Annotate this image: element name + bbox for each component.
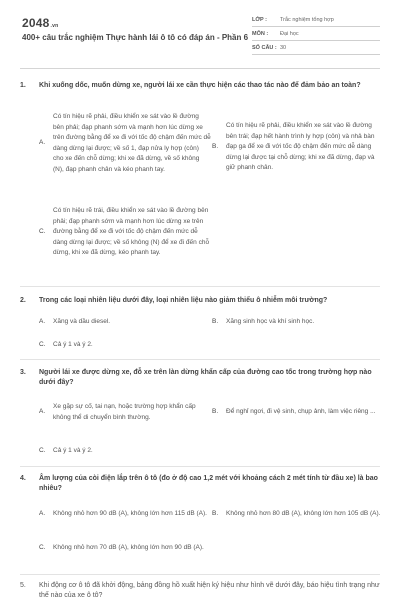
question-2 [20, 296, 382, 306]
question-header [20, 474, 382, 494]
answer-letter: B. [212, 318, 219, 325]
question-1 [20, 81, 382, 91]
logo-suffix: .vn [50, 23, 59, 29]
question-header [20, 296, 382, 306]
question-number: 5. [20, 582, 26, 589]
question-4 [20, 474, 382, 494]
answer-letter: A. [39, 139, 46, 147]
answer-text: Có tín hiệu rẽ phải, điều khiển xe sát vào lề đường bên trái; đạp hết hành trình ly hợp (côn) và nhả bàn đạp ga để xe đi với tốc độ chậm đến mức dễ dàng dừng lại được tại chỗ dừng; khi xe đã dừng, đạp và giữ phanh chân. [226, 122, 375, 171]
logo-text: 2048 [22, 16, 50, 30]
answer-option[interactable] [39, 340, 211, 351]
question-divider [20, 359, 380, 360]
info-value: 30 [280, 44, 287, 51]
question-number: 3. [20, 369, 26, 376]
question-number: 1. [20, 82, 26, 89]
site-logo[interactable] [22, 16, 58, 30]
answer-text: Xăng và dầu diesel. [53, 318, 111, 325]
answer-text: Có tín hiệu rẽ phải, điều khiển xe sát vào lề đường bên phải; đạp phanh sớm và mạnh hơn lúc dừng xe trên đường bằng để xe đi với tốc độ chậm đến mức dễ dàng dừng lại được; về số 1, đạp nửa ly hợp (côn) cho xe đến chỗ dừng; khi xe đã dừng, về số không (N), đạp phanh chân và kéo phanh tay. [53, 113, 211, 173]
question-divider [20, 574, 380, 575]
question-text: Người lái xe được dừng xe, đỗ xe trên làn dừng khẩn cấp của đường cao tốc trong trường hợp nào dưới đây? [39, 369, 372, 386]
answer-text: Không nhỏ hơn 80 dB (A), không lớn hơn 105 dB (A). [226, 510, 381, 517]
question-number: 2. [20, 297, 26, 304]
page-header [0, 0, 400, 70]
answer-text: Xăng sinh học và khí sinh học. [226, 318, 315, 325]
answer-letter: C. [39, 447, 46, 454]
answer-option[interactable] [212, 509, 382, 520]
answer-option[interactable] [39, 317, 211, 328]
question-text: Khi xuống dốc, muốn dừng xe, người lái xe cần thực hiện các thao tác nào để đảm bảo an toàn? [39, 82, 361, 89]
answer-option[interactable] [212, 121, 382, 174]
question-text: Trong các loại nhiên liệu dưới đây, loại nhiên liệu nào giảm thiểu ô nhiễm môi trường? [39, 297, 328, 304]
info-row-subject [252, 27, 380, 41]
info-value: Trắc nghiệm tổng hợp [280, 16, 334, 23]
answer-letter: C. [39, 544, 46, 551]
question-header [20, 368, 382, 388]
answer-text: Xe gặp sự cố, tai nạn, hoặc trường hợp khẩn cấp không thể di chuyển bình thường. [53, 403, 196, 421]
answer-text: Để nghỉ ngơi, đi vệ sinh, chụp ảnh, làm việc riêng ... [226, 408, 376, 415]
answer-option[interactable] [39, 543, 211, 554]
answer-text: Cả ý 1 và ý 2. [53, 341, 93, 348]
answer-letter: A. [39, 318, 46, 325]
answer-letter: A. [39, 510, 46, 517]
header-divider [20, 68, 380, 69]
answer-letter: C. [39, 228, 46, 235]
info-key: SỐ CÂU : [252, 44, 277, 51]
answer-option[interactable] [39, 206, 211, 259]
question-divider [20, 286, 380, 287]
question-3 [20, 368, 382, 388]
answer-text: Có tín hiệu rẽ trái, điều khiển xe sát vào lề đường bên phải; đạp phanh sớm và mạnh hơn lúc dừng xe trên đường bằng để xe đi với tốc độ chậm đến mức dễ dàng dừng lại được; về số không (N) để xe đi đến chỗ dừng, khi xe đã dừng, kéo phanh tay. [53, 207, 210, 256]
info-row-class [252, 13, 380, 27]
answer-letter: B. [212, 510, 219, 517]
info-value: Đại học [280, 30, 299, 37]
document-title: 400+ câu trắc nghiệm Thực hành lái ô tô có đáp án - Phần 6 [22, 33, 249, 42]
answer-letter: B. [212, 408, 219, 415]
answer-option[interactable] [212, 317, 382, 328]
answer-option[interactable] [212, 407, 382, 418]
question-text: Âm lượng của còi điện lắp trên ô tô (đo ở độ cao 1,2 mét với khoảng cách 2 mét tính từ đầu xe) là bao nhiêu? [39, 475, 378, 492]
info-row-count [252, 41, 380, 55]
answer-option[interactable] [39, 446, 211, 457]
answer-option[interactable] [39, 509, 211, 520]
answer-option[interactable] [39, 112, 211, 175]
answer-text: Cả ý 1 và ý 2. [53, 447, 93, 454]
answer-option[interactable] [39, 402, 211, 423]
answer-letter: B. [212, 143, 219, 150]
question-header [20, 581, 382, 600]
question-text: Khi động cơ ô tô đã khởi động, bảng đồng hồ xuất hiện ký hiệu như hình vẽ dưới đây, báo hiệu tình trạng như thế nào của xe ô tô? [39, 582, 380, 599]
question-5 [20, 581, 382, 600]
answer-text: Không nhỏ hơn 70 dB (A), không lớn hơn 90 dB (A). [53, 544, 204, 551]
info-key: LỚP : [252, 16, 267, 23]
question-number: 4. [20, 475, 26, 482]
answer-letter: A. [39, 408, 46, 416]
answer-letter: C. [39, 341, 46, 348]
document-info [252, 13, 380, 55]
info-key: MÔN : [252, 30, 269, 37]
question-divider [20, 466, 380, 467]
question-header [20, 81, 382, 91]
answer-text: Không nhỏ hơn 90 dB (A), không lớn hơn 115 dB (A). [53, 510, 207, 517]
